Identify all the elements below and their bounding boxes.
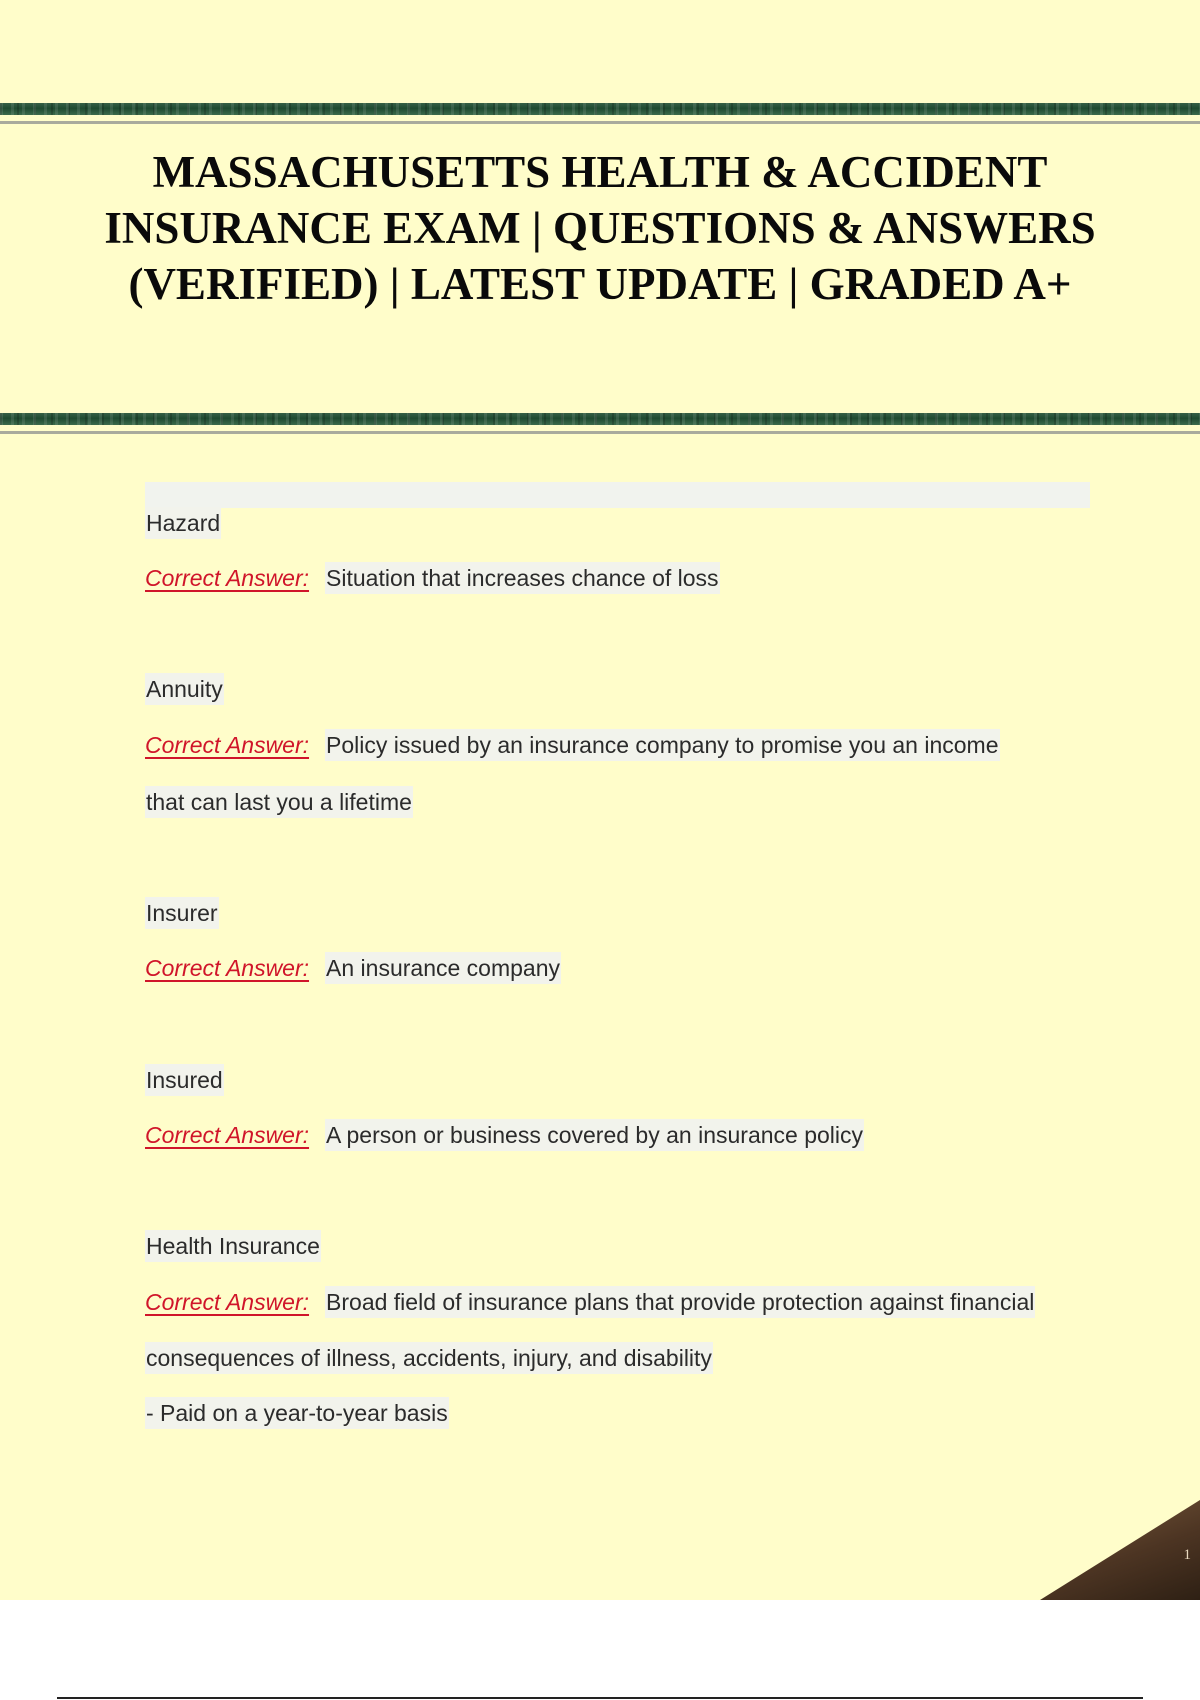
bottom-rule [0, 431, 1200, 434]
term-text: Insurer [145, 897, 219, 929]
answer-text: - Paid on a year-to-year basis [145, 1397, 449, 1429]
term-text: Hazard [145, 507, 221, 539]
qa-answer-line [145, 1120, 864, 1150]
page-number: 1 [1183, 1547, 1191, 1563]
answer-text: consequences of illness, accidents, injury, and disability [145, 1342, 713, 1374]
correct-answer-label: Correct Answer: [145, 732, 310, 758]
footer-rule [57, 1697, 1143, 1699]
answer-text: that can last you a lifetime [145, 786, 413, 818]
qa-answer-line [145, 730, 1000, 760]
qa-term [145, 1065, 224, 1095]
qa-term [145, 1231, 321, 1261]
qa-answer-line [145, 953, 561, 983]
qa-header-bar [145, 482, 1090, 508]
qa-answer-line [145, 563, 720, 593]
correct-answer-label: Correct Answer: [145, 565, 310, 591]
top-rule [0, 121, 1200, 124]
qa-answer-continuation [145, 1398, 449, 1428]
term-text: Health Insurance [145, 1230, 321, 1262]
qa-term [145, 898, 219, 928]
answer-text: Situation that increases chance of loss [325, 562, 720, 594]
term-text: Insured [145, 1064, 224, 1096]
document-title: MASSACHUSETTS HEALTH & ACCIDENT INSURANCE EXAM | QUESTIONS & ANSWERS (VERIFIED) | LATEST UPDATE | GRADED A+ [104, 147, 1096, 309]
answer-text: A person or business covered by an insurance policy [325, 1119, 864, 1151]
answer-text: Broad field of insurance plans that provide protection against financial [325, 1286, 1035, 1318]
answer-text: Policy issued by an insurance company to promise you an income [325, 729, 999, 761]
correct-answer-label: Correct Answer: [145, 955, 310, 981]
answer-text: An insurance company [325, 952, 561, 984]
qa-answer-continuation [145, 787, 413, 817]
top-decorative-band [0, 103, 1200, 115]
correct-answer-label: Correct Answer: [145, 1289, 310, 1315]
bottom-decorative-band [0, 413, 1200, 425]
page-corner-decoration [1040, 1500, 1200, 1600]
qa-answer-continuation [145, 1343, 713, 1373]
qa-term [145, 508, 221, 538]
term-text: Annuity [145, 673, 224, 705]
qa-answer-line [145, 1287, 1035, 1317]
correct-answer-label: Correct Answer: [145, 1122, 310, 1148]
qa-term [145, 674, 224, 704]
